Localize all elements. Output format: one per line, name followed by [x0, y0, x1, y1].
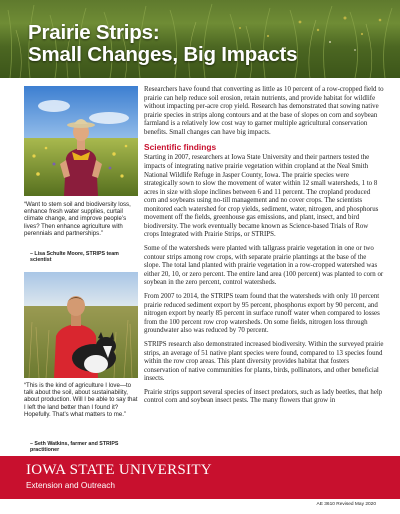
- title-line-2: Small Changes, Big Impacts: [28, 43, 298, 66]
- footer-banner: [0, 456, 400, 499]
- intro-paragraph: Researchers have found that converting as little as 10 percent of a row-cropped field to prairie can help reduce soil erosion, retain nutrients, and provide habitat for wildlife without impacting per-acre crop yield. Research has demonstrated that sowing native prairie species in strips along contours and at the base of slopes on corn and soybean farmland is a relatively low cost way to garner multiple agricultural conservation benefits. Small changes can have big impacts.: [144, 86, 384, 136]
- quote-2-attribution: – Seth Watkins, farmer and STRIPS practitioner: [30, 441, 119, 453]
- sidebar-quote-2: “This is the kind of agriculture I love—to talk about the soil, about sustainability, about production. Will I be able to say that I left the land better than I found it? Hopefully. That’s what matters to me.”: [24, 382, 138, 418]
- findings-paragraph-1: Starting in 2007, researchers at Iowa State University and their partners tested the impacts of integrating native prairie vegetation within cropland at the Neal Smith National Wildlife Refuge in Jasper County, Iowa. The prairie species were strategically sown to slow the movement of water within 12 small watersheds, 1 to 8 acres in size with slope inclines between 6 and 11 percent. The cropland produced corn and soybeans using no-till management and no cover crops. The scientists monitored each watershed for crop yields, sediment, water, nitrogen, and phosphorus movement off the fields, greenhouse gas emissions, and plant, insect, and bird biodiversity. The work eventually became known as Science-based Trials of Row crops Integrated with Prairie Strips, or STRIPS.: [144, 154, 379, 239]
- findings-paragraph-4: STRIPS research also demonstrated increased biodiversity. Within the surveyed prairie strips, an average of 51 native plant species were found, compared to 13 species found within the row crop areas. This plant diversity provides habitat that fosters conservation of native communities for plants, birds, pollinators, and other beneficial insects.: [144, 340, 384, 383]
- photo-farmer-with-dog: [24, 272, 138, 378]
- main-column: [144, 86, 384, 411]
- section-heading: Scientific findings: [144, 142, 217, 153]
- quote-1-attribution: – Lisa Schulte Moore, STRIPS team scientist: [30, 251, 119, 263]
- publication-code: AE 3610 Revised May 2020: [316, 502, 376, 507]
- title-line-1: Prairie Strips:: [28, 21, 160, 44]
- page-title: [28, 22, 297, 66]
- findings-paragraph-3: From 2007 to 2014, the STRIPS team found that the watersheds with only 10 percent prairie reduced sediment export by 95 percent, phosphorus export by 90 percent, and nitrogen export by nearly 85 percent in surface runoff water when compared to losses from the 100 percent row crop watersheds. On some fields, nitrogen loss through groundwater also was reduced by 70 percent.: [144, 293, 380, 335]
- header-banner: [0, 0, 400, 78]
- findings-paragraph-2: Some of the watersheds were planted with tallgrass prairie vegetation in one or two contour strips among row crops, with separate prairie plantings at the base of the slope. The total land planted with prairie vegetation in a row-cropped watershed was either 20, 10, or zero percent. The entire land area (100 percent) was planted to corn or soybean in the zero percent, control watersheds.: [144, 245, 384, 287]
- photo-woman-in-prairie: [24, 86, 138, 196]
- sidebar-quote-1: “Want to stem soil and biodiversity loss, enhance fresh water supplies, curtail climate change, and improve people’s lives? Then enhance agriculture with perennials and partnerships.”: [24, 201, 131, 237]
- findings-paragraph-5: Prairie strips support several species of insect predators, such as lady beetles, that help control corn and soybean insect pests. The many flowers that grow in: [144, 388, 383, 405]
- extension-outreach-label: Extension and Outreach: [26, 480, 116, 490]
- university-wordmark: IOWA STATE UNIVERSITY: [26, 462, 212, 478]
